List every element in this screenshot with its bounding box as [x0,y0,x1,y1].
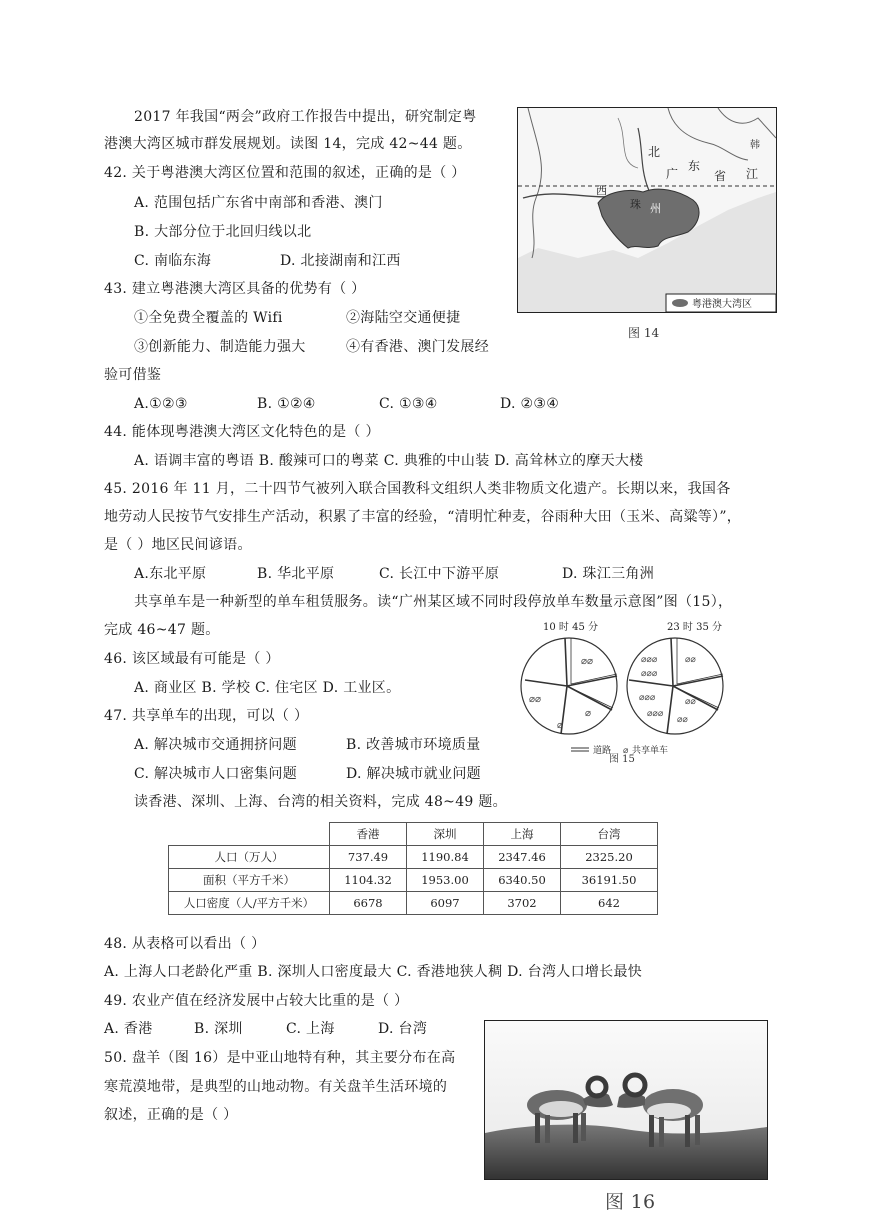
map-label-jiang: 江 [746,167,759,181]
q43-choice-d: D. ②③④ [500,396,560,412]
q50-line-3: 叙述，正确的是（ ） [104,1107,238,1123]
svg-text:⌀⌀⌀: ⌀⌀⌀ [647,709,664,719]
q42-option-b: B. 大部分位于北回归线以北 [134,224,312,240]
q45-line-1: 45. 2016 年 11 月，二十四节气被列入联合国教科文组织人类非物质文化遗产。长期以来，我国各 [104,481,731,497]
table-header-cell: 香港 [330,823,407,846]
argali-photo-svg [485,1021,767,1179]
svg-text:⌀⌀⌀: ⌀⌀⌀ [639,693,656,703]
svg-text:⌀⌀: ⌀⌀ [677,715,688,725]
argali-photo [484,1020,768,1180]
table-header-row [169,823,658,846]
figure-15 [517,618,727,766]
q44-stem: 44. 能体现粤港澳大湾区文化特色的是（ ） [104,424,380,440]
table-cell: 737.49 [330,846,407,869]
map-label-zhou: 州 [650,202,661,215]
q49-option-a: A. 香港 [104,1021,153,1037]
table-header-cell [169,823,330,846]
table-cell: 2325.20 [561,846,658,869]
q47-option-d: D. 解决城市就业问题 [346,766,481,782]
bike-icon: ⌀ [623,746,629,756]
data-table [168,822,658,915]
table-row [169,869,658,892]
map-label-bei: 北 [648,145,661,159]
data-table-wrapper [168,822,658,915]
table-cell: 6097 [407,892,484,915]
legend-bike: 共享单车 [632,746,669,756]
q49-option-d: D. 台湾 [378,1021,428,1037]
q44-options: A. 语调丰富的粤语 B. 酸辣可口的粤菜 C. 典雅的中山装 D. 高耸林立的摩天大楼 [134,453,644,469]
svg-text:⌀⌀⌀: ⌀⌀⌀ [641,669,658,679]
figure-15-caption: 图 15 [609,754,635,765]
q42-option-c: C. 南临东海 [134,253,212,269]
q48-options: A. 上海人口老龄化严重 B. 深圳人口密度最大 C. 香港地狭人稠 D. 台湾人口增长最快 [104,964,643,980]
q45-option-c: C. 长江中下游平原 [379,566,500,582]
table-cell: 2347.46 [484,846,561,869]
table-cell: 1190.84 [407,846,484,869]
q43-option-2: ②海陆空交通便捷 [346,310,461,326]
q47-option-b: B. 改善城市环境质量 [346,737,481,753]
q43-option-1: ①全免费全覆盖的 Wifi [134,310,283,326]
q49-option-c: C. 上海 [286,1021,335,1037]
map-label-han: 韩 [750,140,760,151]
map-svg [518,108,776,312]
q45-option-b: B. 华北平原 [257,566,335,582]
map-label-sheng: 省 [714,169,727,183]
q46-options: A. 商业区 B. 学校 C. 住宅区 D. 工业区。 [134,680,401,696]
table-row-label: 人口（万人） [169,846,330,869]
svg-text:⌀⌀: ⌀⌀ [581,656,594,667]
q47-option-c: C. 解决城市人口密集问题 [134,766,298,782]
figure-16-caption: 图 16 [605,1191,656,1213]
map-label-guang: 广 [666,167,679,181]
q43-option-4-cont: 验可借鉴 [104,367,162,383]
q50-line-2: 寒荒漠地带，是典型的山地动物。有关盘羊生活环境的 [104,1079,448,1095]
time-label-1: 10 时 45 分 [543,622,598,633]
q49-option-b: B. 深圳 [194,1021,243,1037]
table-row [169,892,658,915]
svg-text:⌀: ⌀ [585,708,592,719]
q45-option-a: A.东北平原 [134,566,207,582]
table-cell: 3702 [484,892,561,915]
table-row-label: 面积（平方千米） [169,869,330,892]
q45-line-3: 是（ ）地区民间谚语。 [104,537,252,553]
table-row [169,846,658,869]
legend-swatch [672,299,688,307]
q47-stem: 47. 共享单车的出现，可以（ ） [104,708,309,724]
q49-stem: 49. 农业产值在经济发展中占较大比重的是（ ） [104,993,409,1009]
intro2-line-1: 共享单车是一种新型的单车租赁服务。读“广州某区域不同时段停放单车数量示意图”图（15）， [134,594,733,610]
intro2-line-2: 完成 46~47 题。 [104,622,220,638]
svg-text:⌀⌀: ⌀⌀ [685,697,696,707]
q45-line-2: 地劳动人民按节气安排生产活动，积累了丰富的经验，“清明忙种麦，谷雨种大田（玉米、高粱等）”， [104,509,742,525]
q48-stem: 48. 从表格可以看出（ ） [104,936,266,952]
table-cell: 1104.32 [330,869,407,892]
time-label-2: 23 时 35 分 [667,622,722,633]
map-figure-14 [517,107,777,313]
table-cell: 36191.50 [561,869,658,892]
table-row-label: 人口密度（人/平方千米） [169,892,330,915]
table-cell: 642 [561,892,658,915]
table-header-cell: 台湾 [561,823,658,846]
q42-option-a: A. 范围包括广东省中南部和香港、澳门 [134,195,383,211]
q45-option-d: D. 珠江三角洲 [562,566,655,582]
svg-text:⌀⌀⌀: ⌀⌀⌀ [641,655,658,665]
q46-stem: 46. 该区域最有可能是（ ） [104,651,280,667]
table-header-cell: 上海 [484,823,561,846]
svg-text:⌀: ⌀ [557,720,564,731]
svg-text:⌀⌀: ⌀⌀ [529,694,542,705]
table-cell: 1953.00 [407,869,484,892]
map-label-zhu: 珠 [630,198,641,211]
q47-option-a: A. 解决城市交通拥挤问题 [134,737,297,753]
legend-road: 道路 [593,746,612,756]
q43-option-4: ④有香港、澳门发展经 [346,339,489,355]
q43-option-3: ③创新能力、制造能力强大 [134,339,306,355]
q50-line-1: 50. 盘羊（图 16）是中亚山地特有种，其主要分布在高 [104,1050,456,1066]
q43-stem: 43. 建立粤港澳大湾区具备的优势有（ ） [104,281,366,297]
table-cell: 6678 [330,892,407,915]
svg-text:⌀⌀: ⌀⌀ [685,655,696,665]
table-cell: 6340.50 [484,869,561,892]
table-header-cell: 深圳 [407,823,484,846]
intro-line-2: 港澳大湾区城市群发展规划。读图 14，完成 42~44 题。 [104,136,472,152]
map-label-xi: 西 [596,184,607,197]
q43-choice-c: C. ①③④ [379,396,438,412]
q42-stem: 42. 关于粤港澳大湾区位置和范围的叙述，正确的是（ ） [104,165,466,181]
map-legend-label: 粤港澳大湾区 [692,299,752,310]
figure-14-caption: 图 14 [628,326,660,340]
map-label-dong: 东 [688,159,701,173]
q43-choice-a: A.①②③ [134,396,188,412]
q42-option-d: D. 北接湖南和江西 [280,253,401,269]
intro-line-1: 2017 年我国“两会”政府工作报告中提出，研究制定粤 [134,109,477,125]
intro3: 读香港、深圳、上海、台湾的相关资料，完成 48~49 题。 [134,794,507,810]
q43-choice-b: B. ①②④ [257,396,316,412]
bike-diagram-svg [517,618,727,766]
